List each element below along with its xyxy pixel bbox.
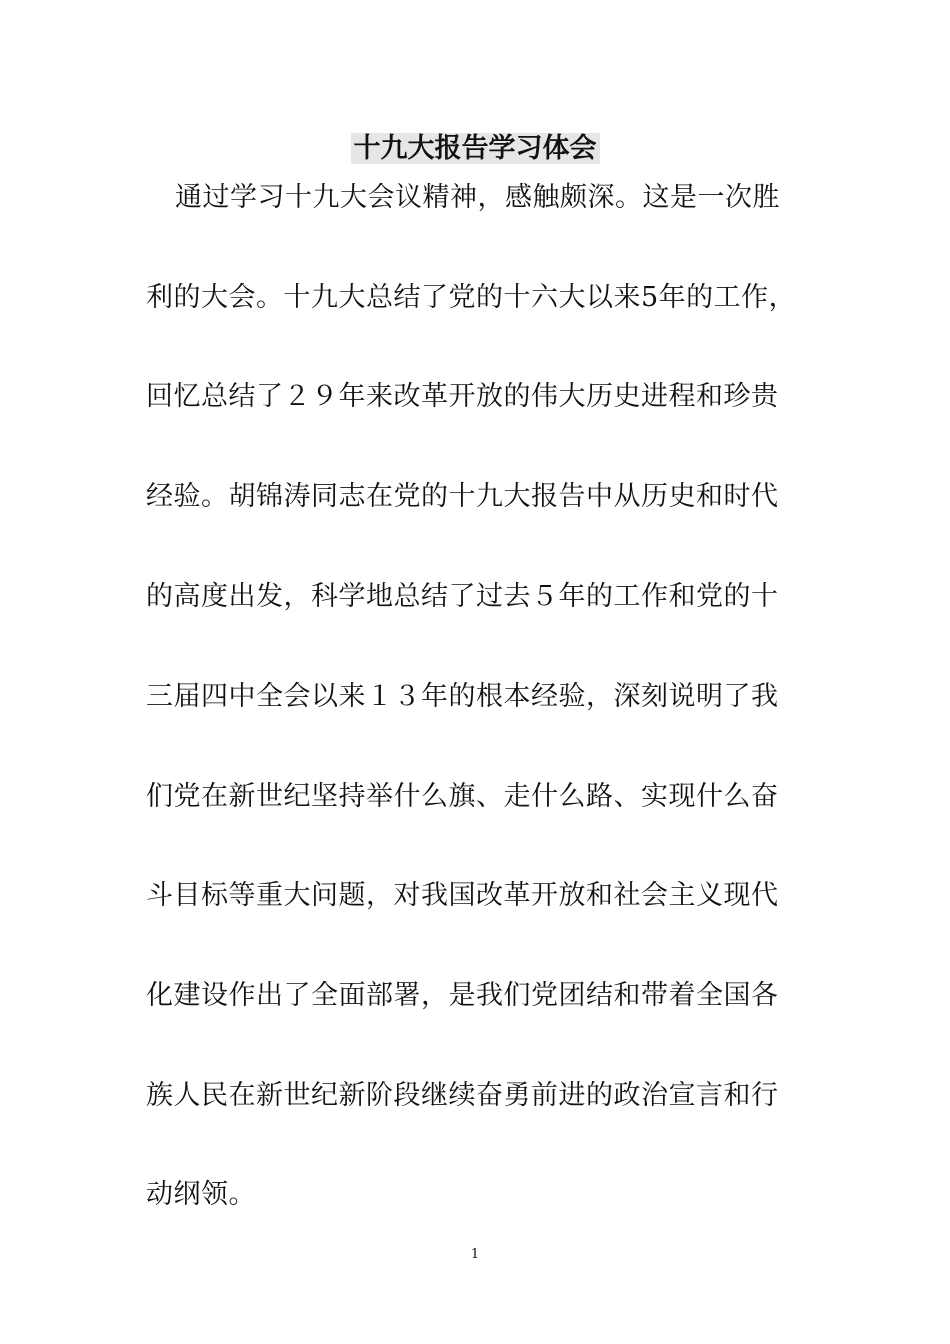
paragraph-line: 们党在新世纪坚持举什么旗、走什么路、实现什么奋 (146, 781, 779, 812)
paragraph-line: 三届四中全会以来１３年的根本经验，深刻说明了我 (146, 681, 779, 712)
paragraph-line: 动纲领。 (146, 1179, 256, 1210)
paragraph-line: 族人民在新世纪新阶段继续奋勇前进的政治宣言和行 (146, 1080, 779, 1111)
paragraph-line: 化建设作出了全面部署，是我们党团结和带着全国各 (146, 980, 779, 1011)
document-title-text: 十九大报告学习体会 (351, 133, 600, 164)
page-number: 1 (470, 1247, 480, 1262)
paragraph-line: 斗目标等重大问题，对我国改革开放和社会主义现代 (146, 880, 779, 911)
paragraph-line: 回忆总结了２９年来改革开放的伟大历史进程和珍贵 (146, 381, 779, 412)
paragraph-line: 通过学习十九大会议精神，感触颇深。这是一次胜 (175, 182, 780, 213)
paragraph-line: 的高度出发，科学地总结了过去５年的工作和党的十 (146, 581, 779, 612)
paragraph-line: 经验。胡锦涛同志在党的十九大报告中从历史和时代 (146, 481, 779, 512)
paragraph-line: 利的大会。十九大总结了党的十六大以来5年的工作， (146, 282, 797, 313)
document-title (0, 131, 950, 167)
